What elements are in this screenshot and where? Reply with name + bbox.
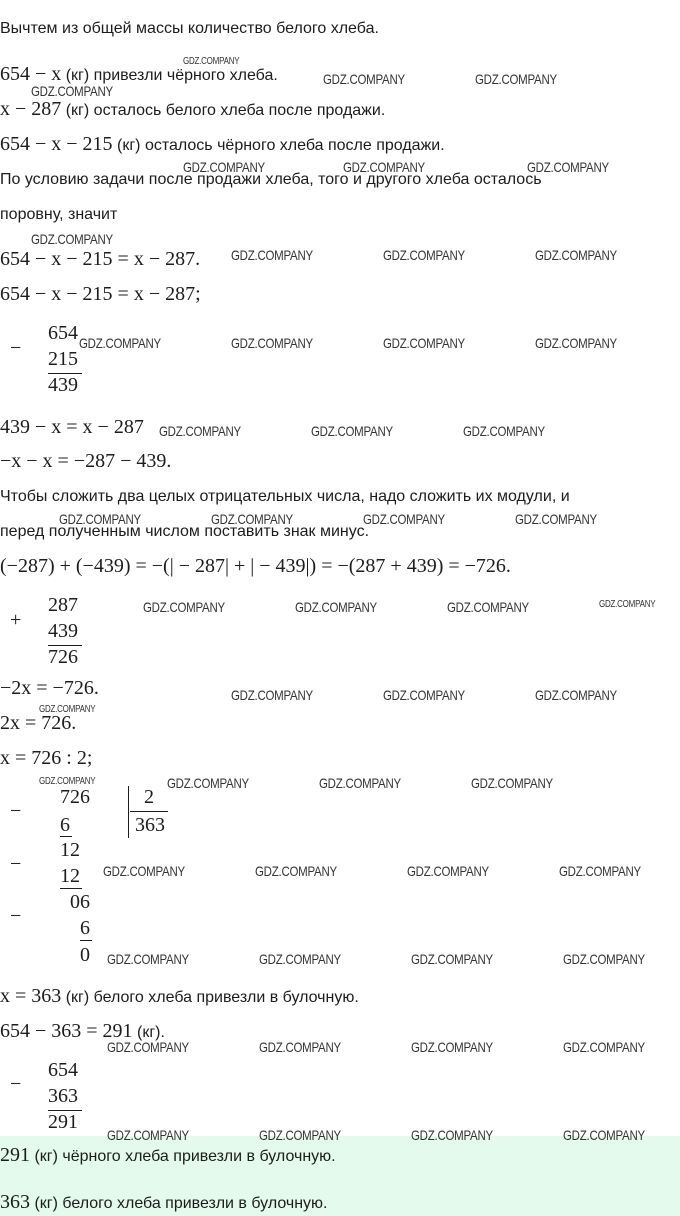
text-line: поровну, значит xyxy=(0,206,118,223)
watermark: GDZ.COMPANY xyxy=(411,1127,493,1143)
watermark: GDZ.COMPANY xyxy=(563,951,645,967)
remainder: 12 xyxy=(60,839,80,861)
addend-1: 287 xyxy=(48,594,78,616)
math-line: (−287) + (−439) = −(| − 287| + | − 439|) = −(287 + 439) = −726. xyxy=(0,555,511,577)
plus-sign: + xyxy=(10,609,22,631)
watermark: GDZ.COMPANY xyxy=(535,335,617,351)
column-line xyxy=(60,836,72,837)
answer-line xyxy=(0,1192,328,1214)
difference: 439 xyxy=(48,374,78,396)
watermark: GDZ.COMPANY xyxy=(383,247,465,263)
watermark: GDZ.COMPANY xyxy=(39,704,96,715)
watermark: GDZ.COMPANY xyxy=(447,599,529,615)
watermark: GDZ.COMPANY xyxy=(563,1039,645,1055)
watermark: GDZ.COMPANY xyxy=(311,423,393,439)
minus-sign: − xyxy=(10,905,22,927)
minus-sign: − xyxy=(10,800,22,822)
math-expression: 654 − x xyxy=(0,63,62,85)
watermark: GDZ.COMPANY xyxy=(255,863,337,879)
text-line: перед полученным числом поставить знак минус. xyxy=(0,523,370,540)
math-line: 654 − x − 215 = x − 287. xyxy=(0,248,201,270)
minus-sign: − xyxy=(10,853,22,875)
partial-product: 12 xyxy=(60,865,80,887)
watermark: GDZ.COMPANY xyxy=(527,159,609,175)
watermark: GDZ.COMPANY xyxy=(107,1127,189,1143)
math-line: −2x = −726. xyxy=(0,677,99,699)
column-line xyxy=(60,888,82,889)
watermark: GDZ.COMPANY xyxy=(563,1127,645,1143)
watermark: GDZ.COMPANY xyxy=(159,423,241,439)
math-line: 654 − x − 215 = x − 287; xyxy=(0,283,201,305)
watermark: GDZ.COMPANY xyxy=(463,423,545,439)
watermark: GDZ.COMPANY xyxy=(39,776,96,787)
watermark: GDZ.COMPANY xyxy=(231,247,313,263)
watermark: GDZ.COMPANY xyxy=(107,1039,189,1055)
line-text: (кг) привезли чёрного хлеба. xyxy=(61,67,278,84)
watermark: GDZ.COMPANY xyxy=(343,159,425,175)
division-line xyxy=(130,811,168,812)
watermark: GDZ.COMPANY xyxy=(183,159,265,175)
text-line xyxy=(0,134,445,156)
minuend: 654 xyxy=(48,1059,78,1081)
watermark: GDZ.COMPANY xyxy=(31,231,113,247)
watermark: GDZ.COMPANY xyxy=(363,511,445,527)
watermark: GDZ.COMPANY xyxy=(559,863,641,879)
watermark: GDZ.COMPANY xyxy=(475,71,557,87)
watermark: GDZ.COMPANY xyxy=(383,687,465,703)
math-expression: x − 287 xyxy=(0,98,62,120)
watermark: GDZ.COMPANY xyxy=(471,775,553,791)
watermark: GDZ.COMPANY xyxy=(599,599,656,610)
watermark: GDZ.COMPANY xyxy=(411,1039,493,1055)
column-line xyxy=(80,940,92,941)
line-text: (кг) осталось чёрного хлеба после продажи. xyxy=(112,137,445,154)
answer-line xyxy=(0,1145,336,1167)
math-line: 439 − x = x − 287 xyxy=(0,416,144,438)
math-expression: 654 − 363 = 291 xyxy=(0,1020,133,1042)
watermark: GDZ.COMPANY xyxy=(383,335,465,351)
sum: 726 xyxy=(48,646,78,668)
math-line: x = 726 : 2; xyxy=(0,747,93,769)
watermark: GDZ.COMPANY xyxy=(31,83,113,99)
divisor: 2 xyxy=(144,786,154,808)
partial-product: 6 xyxy=(60,814,70,836)
minus-sign: − xyxy=(10,1073,22,1095)
math-expression: 363 xyxy=(0,1191,30,1213)
minuend: 654 xyxy=(48,322,78,344)
subtrahend: 215 xyxy=(48,348,78,370)
watermark: GDZ.COMPANY xyxy=(323,71,405,87)
math-expression: 654 − x − 215 xyxy=(0,133,113,155)
watermark: GDZ.COMPANY xyxy=(167,775,249,791)
text-line xyxy=(0,99,385,121)
watermark: GDZ.COMPANY xyxy=(319,775,401,791)
watermark: GDZ.COMPANY xyxy=(295,599,377,615)
minus-sign: − xyxy=(10,337,22,359)
watermark: GDZ.COMPANY xyxy=(211,511,293,527)
partial-product: 6 xyxy=(80,917,90,939)
remainder: 0 xyxy=(80,944,90,966)
watermark: GDZ.COMPANY xyxy=(231,335,313,351)
text-line: По условию задачи после продажи хлеба, того и другого хлеба осталось xyxy=(0,171,542,188)
text-line: Вычтем из общей массы количество белого хлеба. xyxy=(0,20,379,37)
watermark: GDZ.COMPANY xyxy=(59,511,141,527)
watermark: GDZ.COMPANY xyxy=(103,863,185,879)
watermark: GDZ.COMPANY xyxy=(107,951,189,967)
subtrahend: 363 xyxy=(48,1085,78,1107)
line-text: (кг) белого хлеба привезли в булочную. xyxy=(61,989,359,1006)
watermark: GDZ.COMPANY xyxy=(143,599,225,615)
line-text: (кг) чёрного хлеба привезли в булочную. xyxy=(30,1148,336,1165)
text-line: Чтобы сложить два целых отрицательных числа, надо сложить их модули, и xyxy=(0,488,570,505)
watermark: GDZ.COMPANY xyxy=(535,687,617,703)
math-expression: x = 363 xyxy=(0,985,62,1007)
watermark: GDZ.COMPANY xyxy=(259,1127,341,1143)
watermark: GDZ.COMPANY xyxy=(407,863,489,879)
text-line xyxy=(0,986,359,1008)
dividend: 726 xyxy=(60,786,90,808)
quotient: 363 xyxy=(135,814,165,836)
difference: 291 xyxy=(48,1111,78,1133)
line-text: (кг) осталось белого хлеба после продажи. xyxy=(61,102,386,119)
math-expression: 291 xyxy=(0,1144,30,1166)
watermark: GDZ.COMPANY xyxy=(259,1039,341,1055)
line-text: (кг) белого хлеба привезли в булочную. xyxy=(30,1195,328,1212)
line-text: (кг). xyxy=(132,1024,165,1041)
watermark: GDZ.COMPANY xyxy=(183,56,240,67)
watermark: GDZ.COMPANY xyxy=(79,335,161,351)
watermark: GDZ.COMPANY xyxy=(535,247,617,263)
remainder: 06 xyxy=(70,891,90,913)
math-line: −x − x = −287 − 439. xyxy=(0,450,172,472)
addend-2: 439 xyxy=(48,620,78,642)
division-bracket xyxy=(128,786,129,838)
watermark: GDZ.COMPANY xyxy=(259,951,341,967)
math-line: 2x = 726. xyxy=(0,712,77,734)
watermark: GDZ.COMPANY xyxy=(515,511,597,527)
watermark: GDZ.COMPANY xyxy=(411,951,493,967)
watermark: GDZ.COMPANY xyxy=(231,687,313,703)
